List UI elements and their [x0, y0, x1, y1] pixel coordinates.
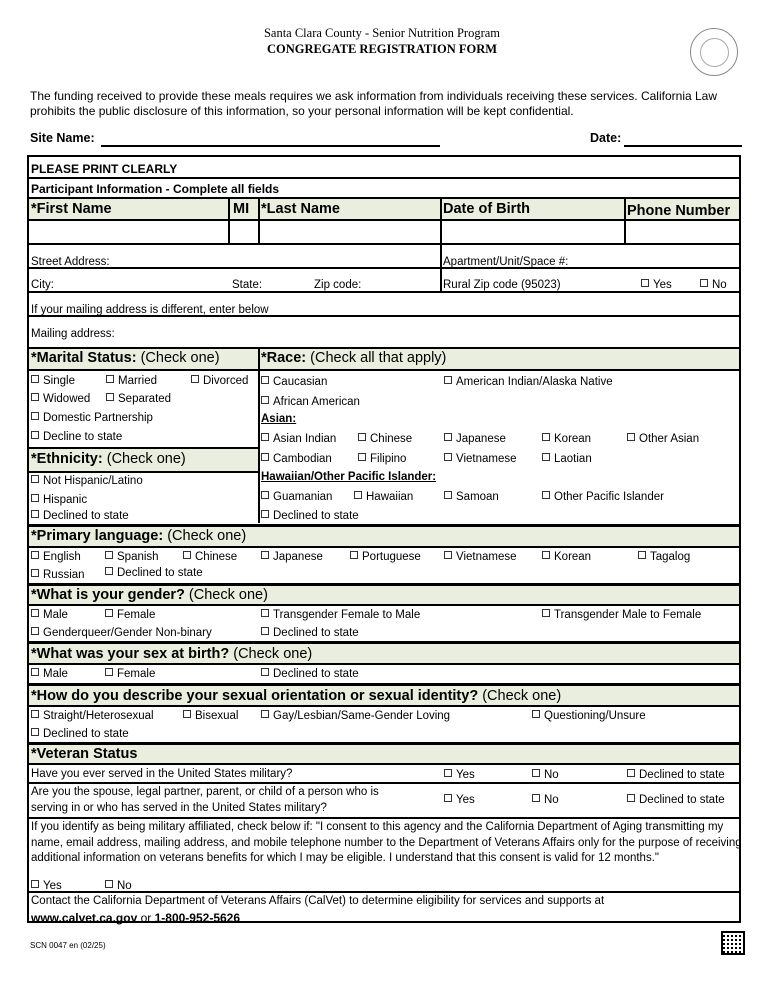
- gender-option[interactable]: Genderqueer/Gender Non-binary: [31, 627, 212, 639]
- race-option[interactable]: Japanese: [444, 433, 506, 445]
- rural-yes-checkbox[interactable]: [641, 279, 672, 291]
- race-option[interactable]: Caucasian: [261, 376, 327, 388]
- orientation-body: [29, 705, 739, 744]
- language-option[interactable]: Japanese: [261, 551, 323, 563]
- orientation-header: *How do you describe your sexual orientation or sexual identity? (Check one): [29, 683, 739, 707]
- rural-no-checkbox[interactable]: [700, 279, 727, 291]
- asian-label: Asian:: [261, 413, 297, 425]
- mailing-note-row: [29, 291, 739, 317]
- race-option[interactable]: Cambodian: [261, 453, 332, 465]
- sex-header: *What was your sex at birth? (Check one): [29, 641, 739, 665]
- phone-header: Phone Number: [627, 203, 731, 219]
- city-row[interactable]: [29, 267, 739, 293]
- consent-yes[interactable]: Yes: [31, 880, 62, 892]
- race-option[interactable]: Other Pacific Islander: [542, 491, 664, 503]
- language-header: *Primary language: (Check one): [29, 524, 739, 548]
- consent-text: If you identify as being military affiliated, check below if: "I consent to this agency and the California Department of Aging transmitting my name, email address, mailing address, and mobile telephone number to the Department of Veterans Affairs only for the purpose of receiving additional information on veterans benefits for which I may be eligible. I understand that this consent is valid for 12 months.": [31, 821, 742, 864]
- print-clearly-label: PLEASE PRINT CLEARLY: [31, 162, 178, 176]
- sex-option[interactable]: Declined to state: [261, 668, 359, 680]
- q1-no[interactable]: No: [532, 769, 559, 781]
- name-header-row: [29, 197, 739, 221]
- race-option[interactable]: Vietnamese: [444, 453, 517, 465]
- orientation-option[interactable]: Straight/Heterosexual: [31, 710, 154, 722]
- language-option[interactable]: English: [31, 551, 81, 563]
- q2-declined[interactable]: Declined to state: [627, 794, 725, 806]
- calvet-contact: Contact the California Department of Veterans Affairs (CalVet) to determine eligibility for services and supports at: [31, 895, 605, 907]
- veteran-q2-line1: Are you the spouse, legal partner, parent, or child of a person who is: [31, 786, 379, 798]
- county-seal-icon: [690, 28, 738, 76]
- language-option[interactable]: Chinese: [183, 551, 237, 563]
- marital-option[interactable]: Married: [106, 375, 157, 387]
- calvet-website-link[interactable]: www.calvet.ca.gov: [31, 911, 138, 925]
- language-option[interactable]: Vietnamese: [444, 551, 517, 563]
- apartment-label: Apartment/Unit/Space #:: [443, 256, 569, 268]
- calvet-phone[interactable]: 1-800-952-5626: [154, 911, 241, 925]
- qr-code-icon: [721, 931, 745, 955]
- marital-option[interactable]: Domestic Partnership: [31, 412, 153, 424]
- intro-text: The funding received to provide these meals requires we ask information from individuals receiving these services. California Law prohibits the public disclosure of this information, so your personal information will be kept confidential.: [30, 89, 717, 118]
- q1-declined[interactable]: Declined to state: [627, 769, 725, 781]
- mailing-note: If your mailing address is different, enter below: [31, 304, 269, 316]
- mi-input[interactable]: [230, 221, 258, 245]
- marital-option[interactable]: Separated: [106, 393, 171, 405]
- race-option[interactable]: African American: [261, 396, 360, 408]
- gender-header: *What is your gender? (Check one): [29, 583, 739, 606]
- calvet-links: www.calvet.ca.gov or 1-800-952-5626: [31, 911, 241, 925]
- veteran-header: *Veteran Status: [29, 742, 739, 765]
- first-name-header: *First Name: [31, 201, 112, 217]
- ethnicity-header: *Ethnicity: (Check one): [29, 447, 258, 473]
- orientation-option[interactable]: Bisexual: [183, 710, 238, 722]
- consent-row: [29, 817, 742, 892]
- date-field[interactable]: [624, 145, 742, 147]
- race-option[interactable]: American Indian/Alaska Native: [444, 376, 613, 388]
- state-label: State:: [232, 279, 263, 291]
- language-option[interactable]: Russian: [31, 569, 85, 581]
- language-option[interactable]: Portuguese: [350, 551, 421, 563]
- orientation-option[interactable]: Declined to state: [31, 728, 129, 740]
- yes-label: Yes: [653, 279, 672, 291]
- language-option[interactable]: Korean: [542, 551, 591, 563]
- race-option[interactable]: Other Asian: [627, 433, 699, 445]
- marital-race-header: [29, 347, 739, 369]
- sex-option[interactable]: Male: [31, 668, 68, 680]
- gender-option[interactable]: Declined to state: [261, 627, 359, 639]
- race-option[interactable]: Samoan: [444, 491, 499, 503]
- zip-label: Zip code:: [314, 279, 362, 291]
- language-option[interactable]: Declined to state: [105, 567, 203, 579]
- rural-zip-label: Rural Zip code (95023): [443, 279, 561, 291]
- street-row[interactable]: [29, 243, 739, 269]
- race-option[interactable]: Hawaiian: [354, 491, 413, 503]
- ethnicity-option[interactable]: Declined to state: [31, 510, 129, 522]
- veteran-q1-row: [29, 763, 739, 784]
- race-option[interactable]: Laotian: [542, 453, 592, 465]
- sex-option[interactable]: Female: [105, 668, 155, 680]
- race-option[interactable]: Chinese: [358, 433, 412, 445]
- city-label: City:: [31, 279, 54, 291]
- site-name-field[interactable]: [101, 145, 440, 147]
- marital-option[interactable]: Decline to state: [31, 431, 122, 443]
- language-option[interactable]: Tagalog: [638, 551, 690, 563]
- registration-form: [27, 155, 741, 923]
- checkbox-icon: [700, 279, 708, 287]
- ethnicity-option[interactable]: Not Hispanic/Latino: [31, 475, 143, 487]
- form-code: SCN 0047 en (02/25): [30, 941, 106, 950]
- dob-header: Date of Birth: [443, 201, 530, 217]
- marital-option[interactable]: Divorced: [191, 375, 248, 387]
- last-name-input[interactable]: [260, 221, 440, 245]
- race-option[interactable]: Guamanian: [261, 491, 332, 503]
- race-option[interactable]: Filipino: [358, 453, 406, 465]
- language-option[interactable]: Spanish: [105, 551, 159, 563]
- no-label: No: [712, 279, 727, 291]
- orientation-option[interactable]: Questioning/Unsure: [532, 710, 646, 722]
- mi-header: MI: [233, 201, 250, 217]
- phone-input[interactable]: [626, 221, 741, 245]
- veteran-q1: Have you ever served in the United States military?: [31, 768, 293, 780]
- marital-option[interactable]: Single: [31, 375, 75, 387]
- q2-yes[interactable]: Yes: [444, 794, 475, 806]
- sex-body: [29, 663, 739, 685]
- gender-body: [29, 604, 739, 643]
- mailing-address-row[interactable]: [29, 315, 739, 341]
- mailing-address-label: Mailing address:: [31, 328, 115, 340]
- participant-info-label: Participant Information - Complete all fields: [31, 182, 280, 196]
- gender-option[interactable]: Transgender Male to Female: [542, 609, 701, 621]
- consent-no[interactable]: No: [105, 880, 132, 892]
- race-option[interactable]: Declined to state: [261, 510, 359, 522]
- language-body: [29, 546, 739, 585]
- orientation-option[interactable]: Gay/Lesbian/Same-Gender Loving: [261, 710, 450, 722]
- q2-no[interactable]: No: [532, 794, 559, 806]
- calvet-row: [29, 891, 739, 925]
- program-name: Santa Clara County - Senior Nutrition Program: [263, 26, 501, 40]
- marital-status-header: *Marital Status: (Check one): [31, 350, 220, 366]
- date-label: Date:: [590, 131, 622, 145]
- ethnicity-option[interactable]: Hispanic: [31, 494, 87, 506]
- veteran-q2-line2: serving in or who has served in the United States military?: [31, 802, 327, 814]
- form-title: CONGREGATE REGISTRATION FORM: [266, 42, 498, 56]
- q1-yes[interactable]: Yes: [444, 769, 475, 781]
- last-name-header: *Last Name: [261, 201, 340, 217]
- gender-option[interactable]: Male: [31, 609, 68, 621]
- dob-input[interactable]: [442, 221, 624, 245]
- race-header: *Race: (Check all that apply): [261, 350, 447, 366]
- pacific-islander-label: Hawaiian/Other Pacific Islander:: [261, 471, 437, 483]
- veteran-q2-row: [29, 782, 739, 819]
- site-name-label: Site Name:: [30, 131, 95, 145]
- marital-race-body: [29, 369, 739, 523]
- street-address-label: Street Address:: [31, 256, 110, 268]
- marital-option[interactable]: Widowed: [31, 393, 90, 405]
- gender-option[interactable]: Female: [105, 609, 155, 621]
- race-option[interactable]: Korean: [542, 433, 591, 445]
- first-name-input[interactable]: [29, 221, 228, 245]
- checkbox-icon: [641, 279, 649, 287]
- name-input-row: [29, 219, 739, 245]
- race-option[interactable]: Asian Indian: [261, 433, 336, 445]
- gender-option[interactable]: Transgender Female to Male: [261, 609, 420, 621]
